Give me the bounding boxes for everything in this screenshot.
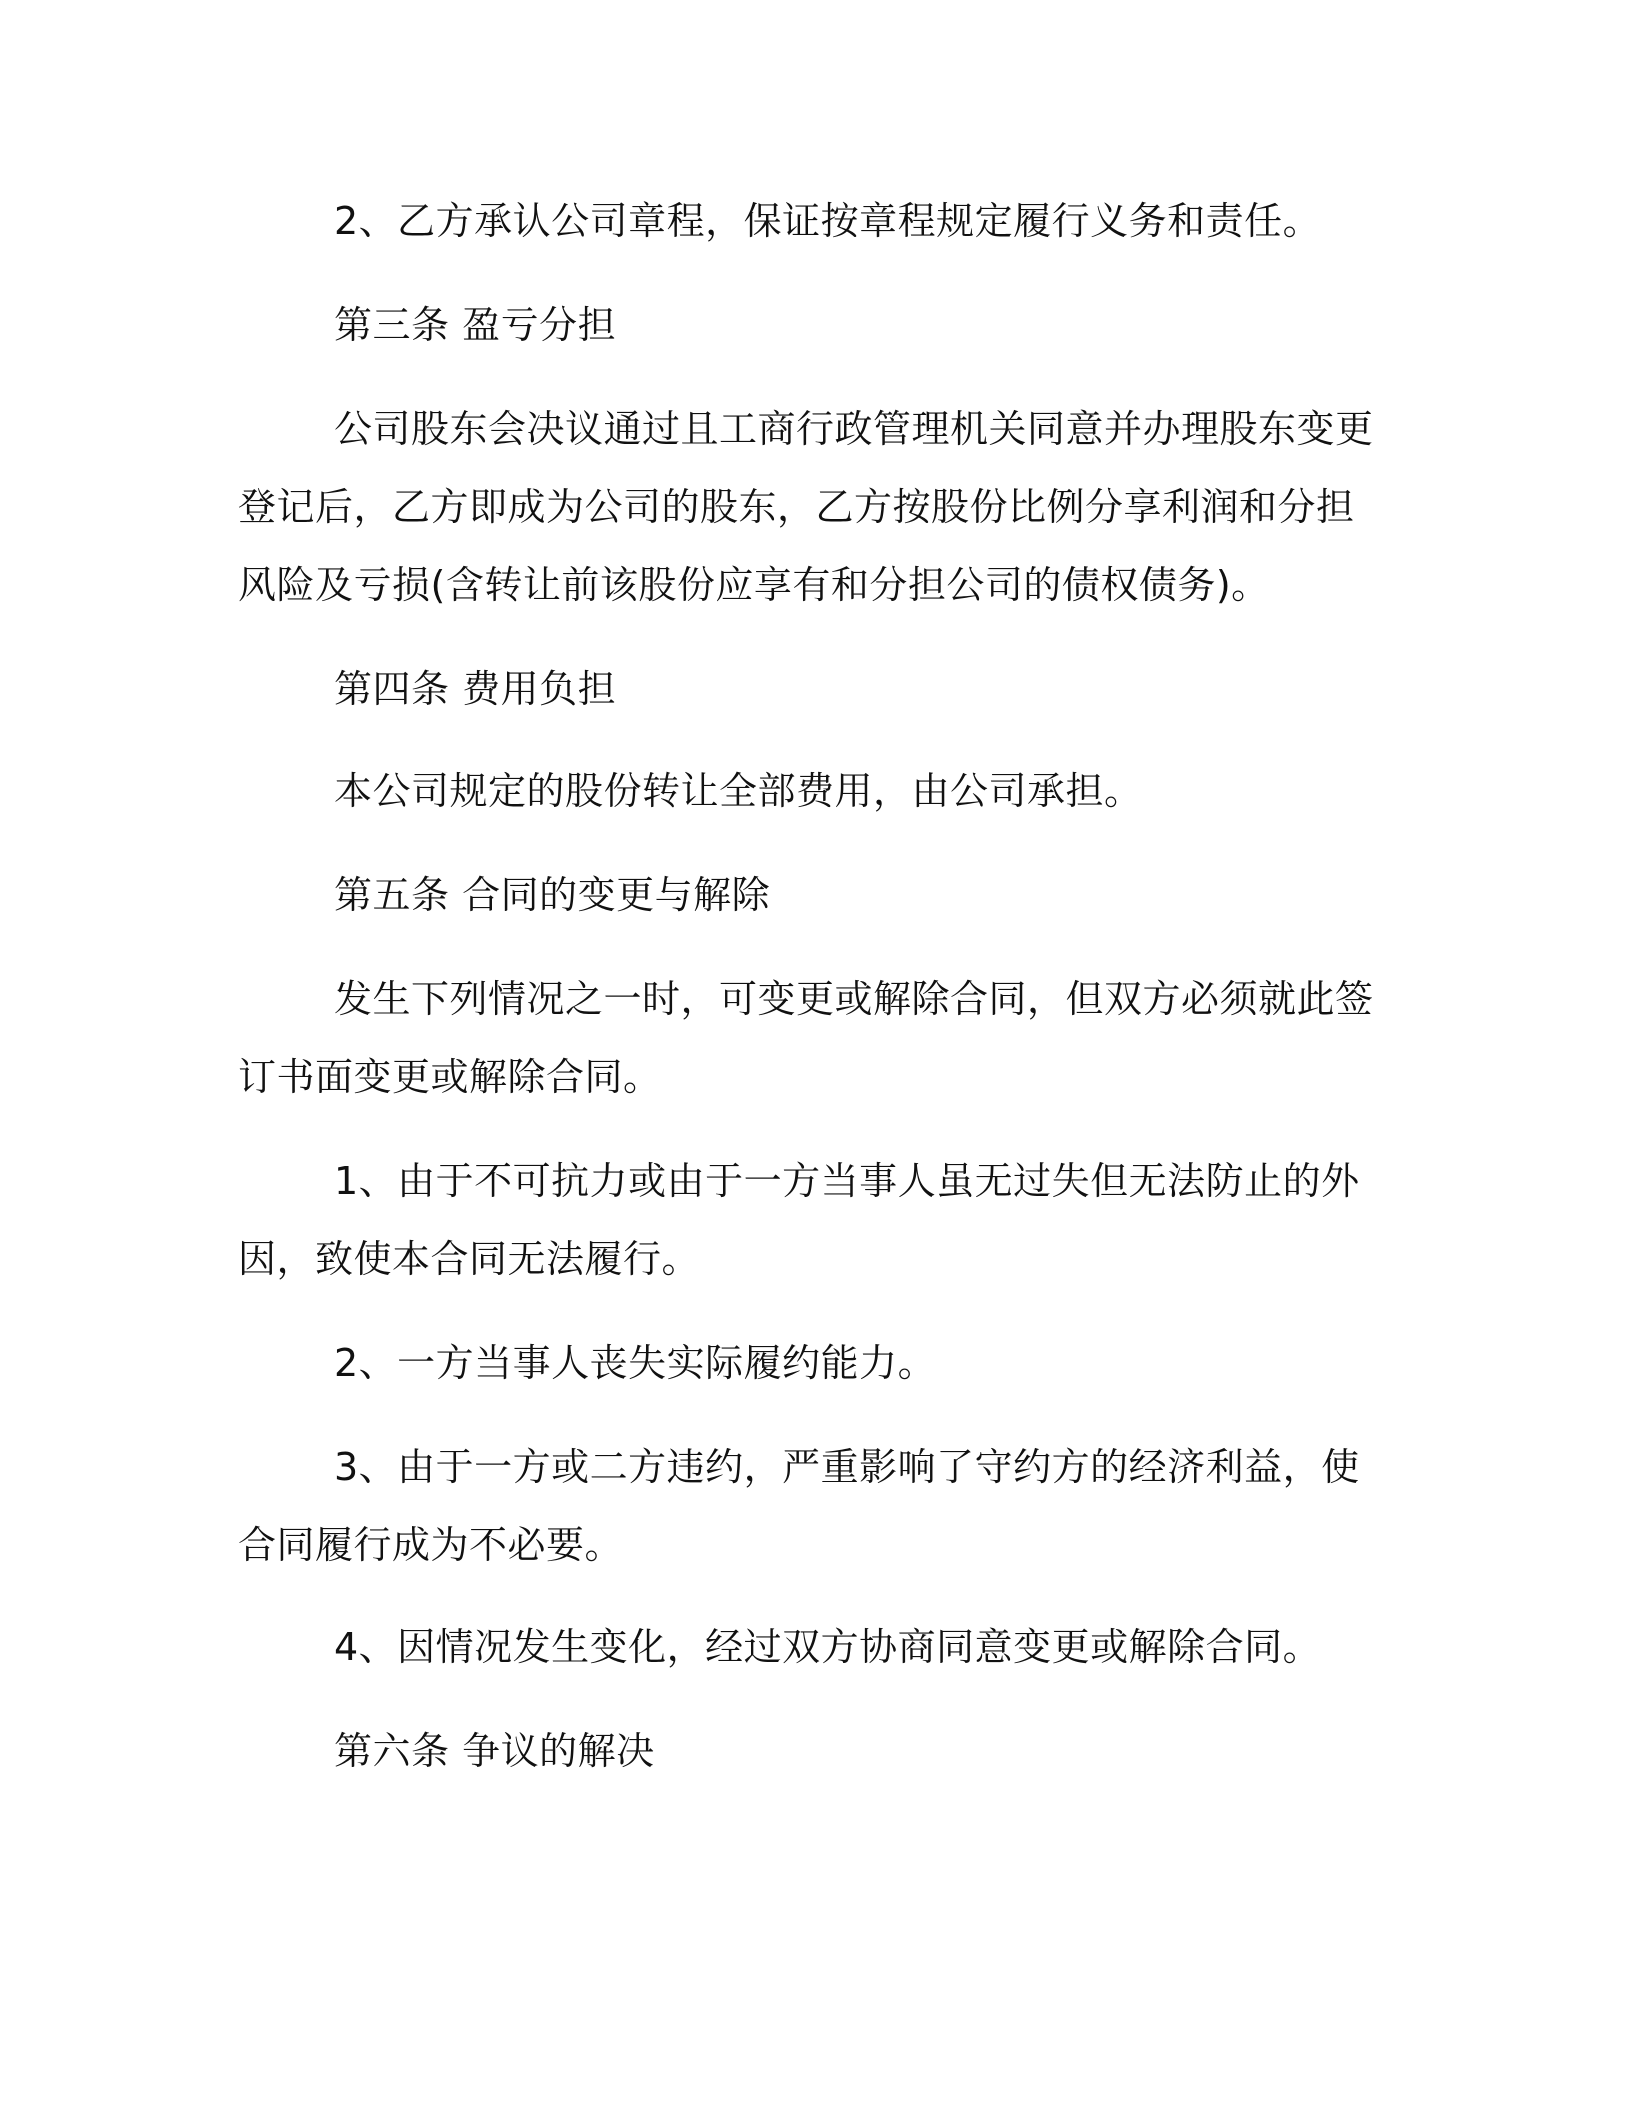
article-4-heading: 第四条 费用负担 [334, 667, 617, 711]
article-4-body: 本公司规定的股份转让全部费用，由公司承担。 [334, 769, 1143, 813]
article-5-item-3: 3、由于一方或二方违约，严重影响了守约方的经济利益，使合同履行成为不必要。 [238, 1445, 1360, 1567]
article-5-heading: 第五条 合同的变更与解除 [334, 873, 771, 917]
article-5-item-2: 2、一方当事人丧失实际履约能力。 [334, 1341, 937, 1385]
article-3-body: 公司股东会决议通过且工商行政管理机关同意并办理股东变更登记后，乙方即成为公司的股东，乙方按股份比例分享利润和分担风险及亏损(含转让前该股份应享有和分担公司的债权债务)。 [238, 407, 1374, 607]
article-3-heading: 第三条 盈亏分担 [334, 303, 617, 347]
article-5-item-4: 4、因情况发生变化，经过双方协商同意变更或解除合同。 [334, 1625, 1322, 1669]
article-6-heading: 第六条 争议的解决 [334, 1729, 655, 1773]
article-5-item-1: 1、由于不可抗力或由于一方当事人虽无过失但无法防止的外因，致使本合同无法履行。 [238, 1159, 1360, 1281]
clause-2-obligations: 2、乙方承认公司章程，保证按章程规定履行义务和责任。 [334, 199, 1322, 243]
article-5-body: 发生下列情况之一时，可变更或解除合同，但双方必须就此签订书面变更或解除合同。 [238, 977, 1374, 1099]
